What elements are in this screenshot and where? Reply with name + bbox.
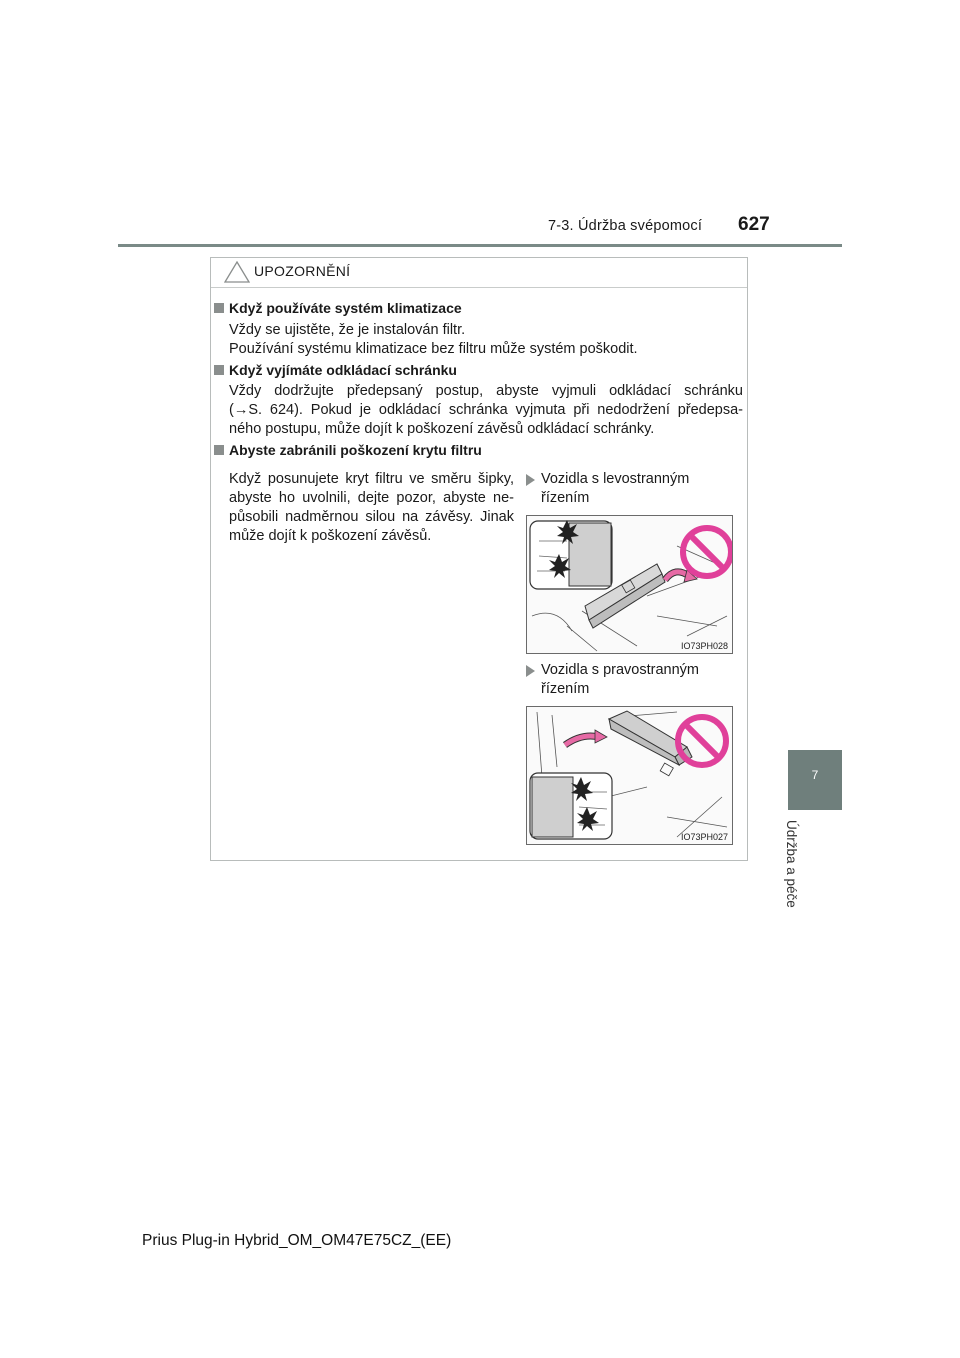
heading-text: Když vyjímáte odkládací schránku bbox=[229, 362, 457, 378]
document-footer: Prius Plug-in Hybrid_OM_OM47E75CZ_(EE) bbox=[142, 1232, 452, 1249]
caution-title: UPOZORNĚNÍ bbox=[254, 263, 351, 279]
chapter-title: Údržba a péče bbox=[784, 820, 799, 908]
figure-caption bbox=[526, 661, 751, 699]
triangle-bullet-icon bbox=[526, 474, 535, 486]
figure-right-hand-drive bbox=[526, 706, 733, 845]
chapter-label bbox=[784, 820, 814, 920]
square-bullet-icon bbox=[214, 445, 224, 455]
section-heading bbox=[214, 442, 482, 458]
caption-line: Vozidla s levostranným bbox=[541, 471, 690, 487]
filter-cover-illustration bbox=[527, 707, 732, 844]
figure-caption bbox=[526, 470, 751, 508]
heading-text: Když používáte systém klimatizace bbox=[229, 300, 462, 316]
header-divider bbox=[118, 244, 842, 247]
square-bullet-icon bbox=[214, 365, 224, 375]
section-title: 7-3. Údržba svépomocí bbox=[548, 218, 703, 234]
body-line: (→S. 624). Pokud je odkládací schránka vyjmuta při nedodržení předepsa- bbox=[229, 402, 743, 418]
square-bullet-icon bbox=[214, 303, 224, 313]
body-line: abyste ho uvolnili, dejte pozor, abyste ne- bbox=[229, 490, 514, 506]
chapter-number: 7 bbox=[811, 768, 819, 782]
caption-line: řízením bbox=[541, 490, 590, 506]
section-body bbox=[229, 321, 743, 359]
body-line: ného postupu, může dojít k poškození závěsů odkládací schránky. bbox=[229, 421, 655, 437]
body-line: Vždy se ujistěte, že je instalován filtr. bbox=[229, 322, 466, 338]
body-line: Když posunujete kryt filtru ve směru šipky, bbox=[229, 471, 514, 487]
filter-cover-illustration bbox=[527, 516, 732, 653]
section-heading bbox=[214, 362, 457, 378]
page-number: 627 bbox=[738, 214, 770, 235]
caption-line: řízením bbox=[541, 681, 590, 697]
body-line: může dojít k poškození závěsů. bbox=[229, 528, 432, 544]
body-line: Vždy dodržujte předepsaný postup, abyste vyjmuli odkládací schránku bbox=[229, 383, 743, 399]
body-line: působili nadměrnou silou na závěsy. Jinak bbox=[229, 509, 514, 525]
section-body bbox=[229, 470, 514, 546]
section-heading bbox=[214, 300, 462, 316]
figure-code: IO73PH027 bbox=[680, 832, 728, 842]
body-line: Používání systému klimatizace bez filtru může systém poškodit. bbox=[229, 341, 638, 357]
caution-header-divider bbox=[211, 287, 747, 288]
figure-code: IO73PH028 bbox=[680, 641, 728, 651]
section-body bbox=[229, 382, 743, 439]
warning-triangle-icon bbox=[224, 261, 250, 283]
heading-text: Abyste zabránili poškození krytu filtru bbox=[229, 442, 482, 458]
figure-left-hand-drive bbox=[526, 515, 733, 654]
caption-line: Vozidla s pravostranným bbox=[541, 662, 699, 678]
triangle-bullet-icon bbox=[526, 665, 535, 677]
